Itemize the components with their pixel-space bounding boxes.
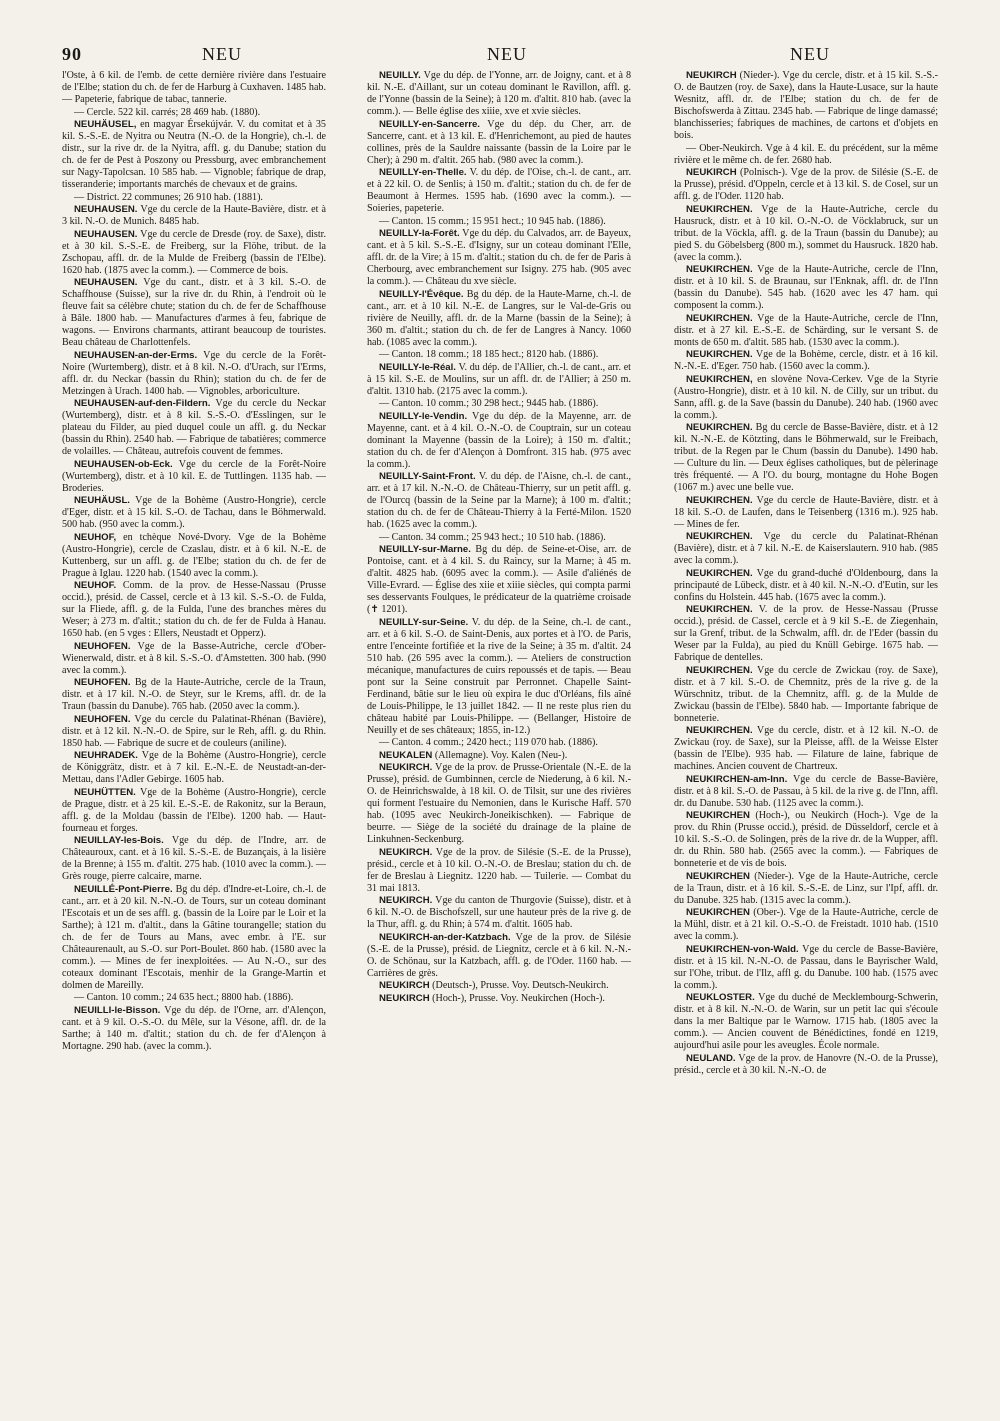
entry-headword: NEUKIRCH-an-der-Katzbach. bbox=[379, 931, 511, 943]
entry-text: Vge du dép. de l'Indre, arr. de Châteauroux, cant. et à 16 kil. S.-S.-E. de Buzançais, à la lisière de la Brenne; à 155 m. d'altit. 275 hab. (1010 avec la comm.). — Grès rouge, pierre calcaire, marne. bbox=[62, 835, 326, 882]
entry-headword: NEUKIRCHEN bbox=[686, 810, 750, 821]
dictionary-entry bbox=[62, 641, 326, 677]
entry-headword: NEULAND. bbox=[686, 1052, 736, 1064]
entry-headword: NEUKLOSTER. bbox=[686, 992, 755, 1003]
entry-headword: NEUKIRCHEN. bbox=[686, 349, 753, 360]
entry-headword: NEUHAUSEN-auf-den-Fildern. bbox=[74, 398, 211, 409]
text-column-right bbox=[674, 70, 938, 1077]
entry-headword: NEUKIRCH. bbox=[379, 846, 433, 858]
entry-text: Vge de la Basse-Autriche, cercle d'Ober-Wienerwald, distr. et à 8 kil. S.-S.-O. d'Amstetten. 300 hab. (990 avec la comm.). bbox=[62, 640, 327, 676]
entry-headword: NEUHAUSEN-ob-Eck. bbox=[74, 458, 173, 470]
dictionary-entry bbox=[62, 495, 326, 531]
entry-headword: NEUHOF. bbox=[74, 580, 117, 591]
dictionary-entry bbox=[674, 665, 938, 725]
entry-text: Vge du dép. de l'Orne, arr. d'Alençon, cant. et à 9 kil. O.-S.-O. du Mêle, sur la Vésone, affl. dr. de la Sarthe; à 140 m. d'altit.; station du ch. de fer d'Alençon à Mortagne. 290 hab. (avec la comm.). bbox=[62, 1004, 326, 1052]
dictionary-entry bbox=[367, 932, 631, 980]
entry-text: (Allemagne). Voy. Kalen (Neu-). bbox=[434, 749, 568, 761]
dictionary-entry bbox=[62, 229, 326, 277]
entry-headword: NEUKIRCHEN bbox=[686, 870, 750, 882]
entry-text: (Hoch-), Prusse. Voy. Neukirchen (Hoch-). bbox=[432, 992, 605, 1004]
entry-headword: NEUKIRCH. bbox=[379, 762, 433, 773]
entry-text: Vge du cercle de Haute-Bavière, distr. et à 18 kil. S.-O. de Laufen, dans le Teisenberg (1316 m.). 925 hab. — Mines de fer. bbox=[674, 494, 939, 530]
entry-headword: NEUILLY-en-Sancerre. bbox=[379, 118, 480, 130]
dictionary-entry bbox=[674, 907, 938, 943]
dictionary-entry bbox=[367, 471, 631, 531]
entry-text: — Canton. 10 comm.; 24 635 hect.; 8800 hab. (1886). bbox=[74, 992, 294, 1003]
dictionary-entry bbox=[62, 884, 326, 992]
entry-headword: NEUILLI-le-Bisson. bbox=[74, 1004, 161, 1016]
entry-headword: NEUHOF, bbox=[74, 531, 117, 543]
entry-text: — District. 22 communes; 26 910 hab. (1881). bbox=[74, 191, 263, 203]
dictionary-entry bbox=[367, 737, 631, 749]
entry-headword: NEUILLY-sur-Seine. bbox=[379, 616, 469, 628]
dictionary-entry bbox=[367, 762, 631, 846]
entry-headword: NEUHOFEN. bbox=[74, 677, 131, 688]
dictionary-entry bbox=[674, 70, 938, 142]
entry-headword: NEUHAUSEN. bbox=[74, 204, 138, 215]
entry-headword: NEUKIRCHEN. bbox=[686, 203, 753, 215]
entry-headword: NEUHOFEN. bbox=[74, 640, 131, 652]
text-column-left bbox=[62, 70, 326, 1053]
entry-text: en tchèque Nové-Dvory. Vge de la Bohème (Austro-Hongrie), cercle de Czaslau, distr. et à 6 kil. N.-E. de Kuttenberg, sur un affl. g. de l'Elbe; station du ch. de fer de Prague à Iglau. 1220 hab. (1540 avec la comm.). bbox=[62, 531, 326, 579]
entry-text: Vge de la Bohème (Austro-Hongrie), cercle d'Eger, distr. et à 15 kil. S.-O. de Tachau, dans le Böhmerwald. 500 hab. (950 avec la comm.). bbox=[62, 495, 326, 530]
dictionary-entry bbox=[62, 677, 326, 713]
entry-text: Vge de la Haute-Autriche, cercle du Hausruck, distr. et à 10 kil. O.-N.-O. de Vöcklabruck, sur un tribut. de la Vöckla, affl. g. de la Traun (bassin du Danube); au pied S. du Göbelsberg (800 m.), sommet du Hausruck. 1820 hab. (avec la comm.). bbox=[674, 203, 938, 263]
entry-text: Vge de la prov. de Hanovre (N.-O. de la Prusse), présid., cercle et à 30 kil. N.-N.-O. de bbox=[674, 1052, 939, 1076]
entry-text: Vge du cercle de Zwickau (roy. de Saxe), distr. et à 7 kil. S.-O. de Chemnitz, près de la rive g. de la Würschnitz, tribut. de la Chemnitz, affl. g. de la Mulde de Zwickau (bassin de l'Elbe). 5840 hab. — Importante fabrique de bonneterie. bbox=[674, 664, 939, 724]
dictionary-entry bbox=[62, 992, 326, 1004]
entry-text: Vge du cant., distr. et à 3 kil. S.-O. de Schaffhouse (Suisse), sur la rive dr. du Rhin, à l'endroit où le fleuve fait sa célèbre chute; station du ch. de fer de Schaffhouse à Bâle. 1800 hab. — Manufactures d'armes à feu, fabrique de wagons. — Environs charmants, attirant beaucoup de touristes. Beau château de Charlottenfels. bbox=[62, 277, 326, 348]
entry-headword: NEUILLY. bbox=[379, 70, 421, 81]
dictionary-entry bbox=[674, 725, 938, 773]
dictionary-entry bbox=[367, 119, 631, 167]
entry-headword: NEUILLY-le-Réal. bbox=[379, 361, 456, 373]
entry-text: Vge du cercle de la Haute-Bavière, distr. et à 3 kil. N.-O. de Munich. 8485 hab. bbox=[62, 204, 326, 227]
entry-headword: NEUILLY-la-Forêt. bbox=[379, 228, 460, 239]
entry-headword: NEUKALEN bbox=[379, 749, 433, 761]
entry-headword: NEUKIRCHEN. bbox=[686, 567, 753, 579]
dictionary-entry bbox=[674, 422, 938, 494]
entry-headword: NEUKIRCHEN. bbox=[686, 664, 753, 676]
entry-text: Vge du cercle du Neckar (Wurtemberg), distr. et à 8 kil. S.-S.-O. d'Esslingen, sur le plateau du Filder, au pied duquel coule un affl. g. du Neckar (bassin du Rhin). 2540 hab. — Fabrique de tabatières; commerce de volailles. — Château, autrefois couvent de femmes. bbox=[62, 398, 326, 457]
entry-headword: NEUKIRCHEN-von-Wald. bbox=[686, 943, 799, 955]
dictionary-entry bbox=[62, 119, 326, 191]
entry-headword: NEUILLAY-les-Bois. bbox=[74, 835, 164, 846]
entry-headword: NEUILLY-sur-Marne. bbox=[379, 544, 471, 555]
entry-text: Vge de la Bohème, cercle, distr. et à 16 kil. N.-N.-E. d'Eger. 750 hab. (1560 avec la comm.). bbox=[674, 349, 939, 372]
entry-headword: NEUKIRCHEN. bbox=[686, 422, 753, 433]
dictionary-entry bbox=[674, 349, 938, 373]
entry-text: Vge du cercle de Basse-Bavière, distr. et à 15 kil. N.-N.-O. de Passau, dans le Bayrischer Wald, sur l'Ohe, tribut. de l'Ilz, affl g. du Danube. 100 hab. (1575 avec la comm.). bbox=[674, 943, 939, 991]
entry-headword: NEUKIRCH. bbox=[379, 895, 433, 906]
entry-headword: NEUKIRCH bbox=[379, 980, 430, 991]
dictionary-entry bbox=[674, 143, 938, 167]
entry-text: Bg du dép. de la Haute-Marne, ch.-l. de cant., arr. et à 10 kil. N.-E. de Langres, sur le Val-de-Gris ou rivière de Neuilly, affl. dr. de la Marne (bassin de la Seine); à 360 m. d'altit.; station du ch. de fer de Langres à Nancy. 1060 hab. (1085 avec la comm.). bbox=[367, 288, 631, 348]
running-head-right: NEU bbox=[790, 44, 830, 64]
dictionary-entry bbox=[674, 167, 938, 203]
dictionary-entry bbox=[367, 895, 631, 931]
dictionary-entry bbox=[62, 532, 326, 580]
entry-headword: NEUKIRCH bbox=[686, 70, 737, 81]
entry-text: Vge du cercle de Dresde (roy. de Saxe), distr. et à 30 kil. S.-S.-E. de Freiberg, sur la Flöhe, tribut. de la Zschopau, affl. dr. de la Mulde de Freiberg (bassin de l'Elbe). 1620 hab. (1875 avec la comm.). — Commerce de bois. bbox=[62, 228, 326, 276]
dictionary-entry bbox=[674, 531, 938, 567]
entry-headword: NEUKIRCHEN. bbox=[686, 312, 753, 324]
entry-text: (Hoch-), ou Neukirch (Hoch-). Vge de la prov. du Rhin (Prusse occid.), présid. de Düsseldorf, cercle et à 10 kil. S.-S.-O. de Solingen, près de la rive dr. de la Wupper, affl. dr. du Rhin. 580 hab. (2565 avec la comm.). — Fabriques de bonneterie et de vis de bois. bbox=[674, 810, 938, 869]
entry-text: Vge de la Haute-Autriche, cercle de l'Inn, distr. et à 27 kil. E.-S.-E. de Schärding, sur le versant S. de monts de 650 m. d'altit. 585 hab. (1530 avec la comm.). bbox=[674, 312, 938, 348]
entry-headword: NEUKIRCHEN-am-Inn. bbox=[686, 773, 788, 785]
dictionary-entry bbox=[674, 992, 938, 1052]
entry-headword: NEUKIRCH bbox=[686, 167, 737, 178]
entry-text: Vge du cercle du Palatinat-Rhénan (Bavière), distr. et à 7 kil. N.-E. de Kaiserslautern. 910 hab. (985 avec la comm.). bbox=[674, 531, 938, 566]
entry-text: l'Oste, à 6 kil. de l'emb. de cette dernière rivière dans l'estuaire de l'Elbe; station du ch. de fer de Harburg à Cuxhaven. 1485 hab. — Papeterie, fabrique de tabac, tannerie. bbox=[62, 70, 326, 105]
entry-headword: NEUILLY-en-Thelle. bbox=[379, 167, 467, 178]
entry-text: Vge du canton de Thurgovie (Suisse), distr. et à 6 kil. N.-O. de Bischofszell, sur une hauteur près de la rive g. de la Thur, affl. g. du Rhin; à 574 m. d'altit. 1605 hab. bbox=[367, 895, 632, 930]
entry-headword: NEUKIRCHEN. bbox=[686, 604, 753, 615]
entry-text: — Canton. 10 comm.; 30 298 hect.; 9445 hab. (1886). bbox=[379, 398, 599, 409]
entry-headword: NEUILLY-Saint-Front. bbox=[379, 471, 476, 482]
entry-text: Vge de la Bohème (Austro-Hongrie), cercle de Königgrätz, distr. et à 7 kil. E.-N.-E. de Neustadt-an-der-Mettau, dans l'Adler Gebirge. 1605 hab. bbox=[62, 750, 326, 785]
dictionary-entry bbox=[674, 810, 938, 870]
entry-headword: NEUKIRCH bbox=[379, 992, 430, 1004]
dictionary-entry bbox=[62, 277, 326, 349]
dictionary-entry bbox=[62, 107, 326, 119]
running-head-center: NEU bbox=[487, 44, 527, 64]
entry-headword: NEUKIRCHEN bbox=[686, 907, 750, 918]
dictionary-entry bbox=[367, 70, 631, 118]
dictionary-entry bbox=[367, 544, 631, 616]
entry-text: Vge du dép. du Cher, arr. de Sancerre, cant. et à 13 kil. E. d'Henrichemont, au pied de hautes collines, près de la Sauldre naissante (bassin de la Loire par le Cher); à 290 m. d'altit. 265 hab. (980 avec la comm.). bbox=[367, 118, 631, 166]
entry-text: V. du dép. de la Seine, ch.-l. de cant., arr. et à 6 kil. S.-O. de Saint-Denis, aux portes et à l'O. de Paris, entre l'enceinte fortifiée et la rive de la Seine; à 35 m. d'altit. 24 510 hab. (26 595 avec la comm.). — Ateliers de construction mécanique, manufactures de cuirs repoussés et de tapis. — Beau pont sur la Seine construit par Perronnet. Chapelle Saint-Ferdinand, bâtie sur le lieu où expira le duc d'Orléans, fils aîné de Louis-Philippe, le 13 juillet 1842. — Il ne reste plus rien du château habité par Louis-Philippe. — (Bellanger, Histoire de Neuilly et de ses châteaux; 1855, in-12.) bbox=[367, 616, 631, 736]
dictionary-entry bbox=[674, 604, 938, 664]
running-head-left: NEU bbox=[202, 44, 242, 64]
dictionary-entry bbox=[367, 532, 631, 544]
dictionary-entry bbox=[674, 871, 938, 907]
dictionary-entry bbox=[674, 944, 938, 992]
entry-text: (Nieder-). Vge du cercle, distr. et à 15 kil. S.-S.-O. de Bautzen (roy. de Saxe), dans la Haute-Lusace, sur la haute Wesnitz, affl. dr. de l'Elbe; station du ch. de fer de Bischofswerda à Zittau. 2345 hab. — Fabrique de linge damassé; blanchisseries; fabriques de machines, de cartons et d'objets en bois. bbox=[674, 70, 938, 141]
dictionary-entry bbox=[367, 216, 631, 228]
entry-text: (Ober-). Vge de la Haute-Autriche, cercle de la Mühl, distr. et à 21 kil. O.-S.-O. de Freistadt. 1010 hab. (1510 avec la comm.). bbox=[674, 907, 938, 942]
entry-text: en magyar Érsekújvár. V. du comitat et à 35 kil. S.-S.-E. de Nyitra ou Neutra (N.-O. de la Hongrie), ch.-l. de distr., sur la rive dr. de la Nyitra, affl. g. du Danube; station du ch. de fer de Pest à Poszony ou Pressburg, avec embranchement sur Nagy-Tapolcsan. 10 585 hab. — Vignoble; fabrique de drap, tisseranderie; importants marchés de chevaux et de grains. bbox=[62, 119, 326, 190]
entry-headword: NEUILLY-le-Vendin. bbox=[379, 410, 468, 422]
entry-text: (Polnisch-). Vge de la prov. de Silésie (S.-E. de la Prusse), présid. d'Oppeln, cercle et à 13 kil. S. de Cosel, sur un affl. g. de l'Oder. 1120 hab. bbox=[674, 167, 938, 202]
dictionary-entry bbox=[674, 204, 938, 264]
entry-text: Vge de la prov. de Prusse-Orientale (N.-E. de la Prusse), présid. de Gumbinnen, cercle de Niederung, à 6 kil. N.-O. de Heinrichswalde, à 18 kil. O. de Tilsit, sur une des rivières qui forment l'estuaire du Nemonien, dans le Kurische Haff. 570 hab. (1095 avec Neukirch-Joneikischken). — Fabrique de beurre. — Siège de la société du drainage de la plaine de Linkuhnen-Seckenburg. bbox=[367, 762, 631, 845]
entry-headword: NEUKIRCHEN. bbox=[686, 725, 753, 736]
dictionary-entry bbox=[62, 787, 326, 835]
entry-headword: NEUHAUSEN. bbox=[74, 228, 138, 240]
dictionary-entry bbox=[674, 568, 938, 604]
dictionary-entry bbox=[674, 495, 938, 531]
dictionary-entry bbox=[367, 993, 631, 1005]
entry-text: — Ober-Neukirch. Vge à 4 kil. E. du précédent, sur la même rivière et le même ch. de fer. 2680 hab. bbox=[674, 142, 938, 166]
entry-text: Vge de la prov. de Silésie (S.-E. de la Prusse), présid., cercle et à 10 kil. O.-N.-O. de Breslau; station du ch. de fer de Breslau à Liegnitz. 1220 hab. — Tuilerie. — Combat du 31 mai 1813. bbox=[367, 846, 631, 894]
dictionary-entry bbox=[674, 374, 938, 422]
dictionary-entry bbox=[62, 580, 326, 640]
entry-headword: NEUHÄUSEL, bbox=[74, 119, 137, 130]
dictionary-entry bbox=[62, 750, 326, 786]
entry-text: Bg du dép. d'Indre-et-Loire, ch.-l. de cant., arr. et à 20 kil. N.-N.-O. de Tours, sur un coteau dominant l'Escotais et un de ses affl. g. (bassin de la Loire par le Loir et la Sarthe); à 121 m. d'altit., dans la Gâtine tourangelle; station du ch. de fer de Tours au Mans, avec embr. à l'E. sur Châteaurenault, au S.-O. sur Port-Boulet. 860 hab. (1580 avec la comm.). — Mines de fer inexploitées. — Au N.-O., sur des coteaux dominant l'Escotais, menhir de la Grange-Martin et dolmen de Mareilly. bbox=[62, 883, 326, 991]
entry-headword: NEUKIRCHEN. bbox=[686, 494, 753, 506]
entry-text: V. de la prov. de Hesse-Nassau (Prusse occid.), présid. de Cassel, cercle et à 9 kil S.-E. de Ziegenhain, sur la Grenf, tribut. de la Schwalm, affl. dr. de l'Eder (bassin du Weser par la Fulda), au pied du Knüll Gebirge. 1675 hab. — Fabrique de dentelles. bbox=[674, 604, 939, 663]
entry-text: Vge du cercle de Basse-Bavière, distr. et à 8 kil. S.-O. de Passau, à 5 kil. de la rive g. de l'Inn, affl. dr. du Danube. 530 hab. (1125 avec la comm.). bbox=[674, 773, 939, 809]
entry-text: Vge du cercle, distr. et à 12 kil. N.-O. de Zwickau (roy. de Saxe), sur la Pleisse, affl. de la Weisse Elster (bassin de l'Elbe). 935 hab. — Filature de laine, fabrique de machines. Ancien couvent de Chartreux. bbox=[674, 725, 938, 772]
entry-text: — Canton. 4 comm.; 2420 hect.; 119 070 hab. (1886). bbox=[379, 737, 598, 748]
entry-text: en slovène Nova-Cerkev. Vge de la Styrie (Austro-Hongrie), distr. et à 10 kil. N. de Cilly, sur un tribut. du Sann, affl. g. de la Save (bassin du Danube). 240 hab. (1960 avec la comm.). bbox=[674, 373, 939, 421]
dictionary-entry bbox=[367, 228, 631, 288]
dictionary-entry bbox=[367, 617, 631, 737]
entry-headword: NEUKIRCHEN. bbox=[686, 264, 753, 275]
entry-text: Bg du cercle de Basse-Bavière, distr. et à 12 kil. N.-N.-E. de Kötzting, dans le Böhmerwald, sur le Freibach, tribut. de la Regen par le Chum (bassin du Danube). 1490 hab. — Culture du lin. — Deux églises catholiques, but de pèlerinage très fréquenté. — A l'O. du bourg, montagne du Hohe Bogen (1067 m.) avec une belle vue. bbox=[674, 422, 938, 493]
entry-text: Vge de la Bohème (Austro-Hongrie), cercle de Prague, distr. et à 25 kil. E.-S.-E. de Rakonitz, sur la Beraun, affl. g. de la Moldau (bassin de l'Elbe). 1200 hab. — Haut-fourneau et forges. bbox=[62, 786, 326, 834]
entry-text: Vge de la Haute-Autriche, cercle de l'Inn, distr. et à 10 kil. S. de Braunau, sur l'Enknak, affl. dr. de l'Inn (bassin du Danube). 545 hab. (1620 avec les 47 ham. qui composent la comm.). bbox=[674, 264, 938, 311]
dictionary-entry bbox=[62, 350, 326, 398]
dictionary-entry bbox=[674, 313, 938, 349]
entry-text: — Canton. 15 comm.; 15 951 hect.; 10 945 hab. (1886). bbox=[379, 215, 606, 227]
entry-text: Bg de la Haute-Autriche, cercle de la Traun, distr. et à 17 kil. N.-O. de Steyr, sur le Krems, affl. dr. de la Traun (bassin du Danube). 765 hab. (2050 avec la comm.). bbox=[62, 677, 326, 712]
entry-text: V. du dép. de l'Allier, ch.-l. de cant., arr. et à 15 kil. S.-E. de Moulins, sur un affl. dr. de l'Allier; à 250 m. d'altit. 1310 hab. (2175 avec la comm.). bbox=[367, 361, 631, 397]
entry-text: Vge du dép. du Calvados, arr. de Bayeux, cant. et à 5 kil. S.-S.-E. d'Isigny, sur un coteau dominant l'Elle, affl. dr. de la Vire; à 15 m. d'altit.; station du ch. de fer de Paris à Cherbourg, avec embranchement sur Isigny. 275 hab. (905 avec la comm.). — Château du xve siècle. bbox=[367, 228, 631, 287]
dictionary-entry bbox=[367, 411, 631, 471]
dictionary-entry bbox=[367, 847, 631, 895]
dictionary-entry bbox=[367, 980, 631, 992]
entry-headword: NEUKIRCHEN. bbox=[686, 531, 753, 542]
entry-text: — Cercle. 522 kil. carrés; 28 469 hab. (1880). bbox=[74, 106, 261, 118]
dictionary-entry bbox=[62, 459, 326, 495]
dictionary-entry bbox=[62, 70, 326, 106]
entry-text: Vge du grand-duché d'Oldenbourg, dans la principauté de Lübeck, distr. et à 40 kil. N.-N.-O. d'Eutin, sur les confins du Holstein. 445 hab. (1675 avec la comm.). bbox=[674, 567, 938, 603]
entry-text: Vge du cercle de la Forêt-Noire (Wurtemberg), distr. et à 10 kil. E. de Tuttlingen. 1135 hab. — Broderies. bbox=[62, 458, 326, 494]
entry-text: Vge du cercle du Palatinat-Rhénan (Bavière), distr. et à 12 kil. N.-N.-O. de Spire, sur le Reh, affl. g. du Rhin. 1850 hab. — Fabrique de sucre et de couleurs (aniline). bbox=[62, 713, 326, 749]
entry-text: (Deutsch-), Prusse. Voy. Deutsch-Neukirch. bbox=[432, 980, 609, 991]
entry-text: Vge du duché de Mecklembourg-Schwerin, distr. et à 8 kil. N.-N.-O. de Warin, sur un petit lac qui s'écoule dans la mer Baltique par le Warnow. 1715 hab. (1805 avec la comm.). — Ancien couvent de Bénédictines, fondé en 1219, aujourd'hui asile pour les aveugles. École normale. bbox=[674, 992, 938, 1051]
dictionary-entry bbox=[674, 1053, 938, 1077]
entry-text: Vge du dép. de la Mayenne, arr. de Mayenne, cant. et à 4 kil. O.-N.-O. de Couptrain, sur un coteau dominant la Mayenne (bassin de la Loire); à 150 m. d'altit.; station du ch. de fer d'Alençon à Domfront. 315 hab. (975 avec la comm.). bbox=[367, 410, 631, 470]
entry-headword: NEUHÄUSL. bbox=[74, 495, 130, 506]
dictionary-entry bbox=[367, 349, 631, 361]
dictionary-entry bbox=[62, 192, 326, 204]
entry-text: V. du dép. de l'Aisne, ch.-l. de cant., arr. et à 17 kil. N.-N.-O. de Château-Thierry, sur un petit affl. g. de l'Ourcq (bassin de la Seine par la Marne); à 100 m. d'altit.; station du ch. de fer de Château-Thierry à la Ferté-Milon. 1520 hab. (1625 avec la comm.). bbox=[367, 471, 632, 530]
dictionary-entry bbox=[367, 398, 631, 410]
entry-text: V. du dép. de l'Oise, ch.-l. de cant., arr. et à 22 kil. O. de Senlis; à 150 m. d'altit.; station du ch. de fer de Beaumont à Hermes. 1595 hab. (1690 avec la comm.). — Soieries, papeterie. bbox=[367, 167, 632, 214]
entry-headword: NEUHRADEK. bbox=[74, 750, 138, 761]
entry-text: Vge du cercle de la Forêt-Noire (Wurtemberg), distr. et à 8 kil. N.-O. d'Urach, sur l'Erms, affl. dr. du Neckar (bassin du Rhin); station du ch. de fer de Metzingen à Urach. 1400 hab. — Vignobles, arboriculture. bbox=[62, 349, 327, 397]
page-number: 90 bbox=[62, 44, 82, 64]
entry-headword: NEUILLÉ-Pont-Pierre. bbox=[74, 883, 173, 895]
dictionary-entry bbox=[367, 750, 631, 762]
entry-text: — Canton. 34 comm.; 25 943 hect.; 10 510 hab. (1886). bbox=[379, 531, 606, 543]
entry-text: Vge du dép. de l'Yonne, arr. de Joigny, cant. et à 8 kil. N.-E. d'Aillant, sur un coteau dominant le Ravillon, affl. g. de l'Yonne (bassin de la Seine); à 120 m. d'altit. 810 hab. (avec la comm.). — Belle église des xiiie, xve et xvie siècles. bbox=[367, 70, 632, 117]
entry-text: Vge de la prov. de Silésie (S.-E. de la Prusse), présid. de Liegnitz, cercle et à 6 kil. N.-N.-O. de Schönau, sur la Katzbach, affl. g. de l'Oder. 1160 hab. — Carrières de grès. bbox=[367, 931, 631, 979]
dictionary-entry bbox=[62, 204, 326, 228]
text-column-middle bbox=[367, 70, 631, 1005]
entry-headword: NEUHAUSEN-an-der-Erms. bbox=[74, 349, 198, 361]
dictionary-entry bbox=[62, 835, 326, 883]
entry-headword: NEUHAUSEN. bbox=[74, 277, 138, 288]
entry-text: Comm. de la prov. de Hesse-Nassau (Prusse occid.), présid. de Cassel, cercle et à 13 kil. S.-S.-O. de Fulda, sur la Fliede, affl. g. de la Fulda, l'une des branches mères du Weser; à 273 m. d'altit.; station du ch. de fer de Fulda à Hanau. 1650 hab. (en 5 vges : Ellers, Neustadt et Opperz). bbox=[62, 580, 326, 639]
dictionary-entry bbox=[674, 264, 938, 312]
dictionary-entry bbox=[62, 1005, 326, 1053]
dictionary-entry bbox=[62, 714, 326, 750]
dictionary-entry bbox=[367, 167, 631, 215]
entry-headword: NEUHOFEN. bbox=[74, 713, 131, 725]
entry-headword: NEUILLY-l'Évêque. bbox=[379, 288, 464, 300]
entry-text: — Canton. 18 comm.; 18 185 hect.; 8120 hab. (1886). bbox=[379, 349, 599, 360]
entry-text: Bg du dép. de Seine-et-Oise, arr. de Pontoise, cant. et à 4 kil. S. du Raincy, sur la Marne; à 45 m. d'altit. 4825 hab. (6095 avec la comm.). — Asile d'aliénés de Ville-Evrard. — Église des xiie et xiiie siècles, qui compta parmi ses desservants Foulques, le prédicateur de la quatrième croisade (✝ 1201). bbox=[367, 544, 631, 615]
dictionary-entry bbox=[674, 774, 938, 810]
entry-text: (Nieder-). Vge de la Haute-Autriche, cercle de la Traun, distr. et à 16 kil. S.-S.-E. de Linz, sur l'Ipf, affl. dr. du Danube. 325 hab. (1315 avec la comm.). bbox=[674, 870, 938, 906]
dictionary-entry bbox=[62, 398, 326, 458]
dictionary-entry bbox=[367, 289, 631, 349]
dictionary-entry bbox=[367, 362, 631, 398]
entry-headword: NEUKIRCHEN, bbox=[686, 373, 753, 385]
entry-headword: NEUHÜTTEN. bbox=[74, 786, 136, 798]
